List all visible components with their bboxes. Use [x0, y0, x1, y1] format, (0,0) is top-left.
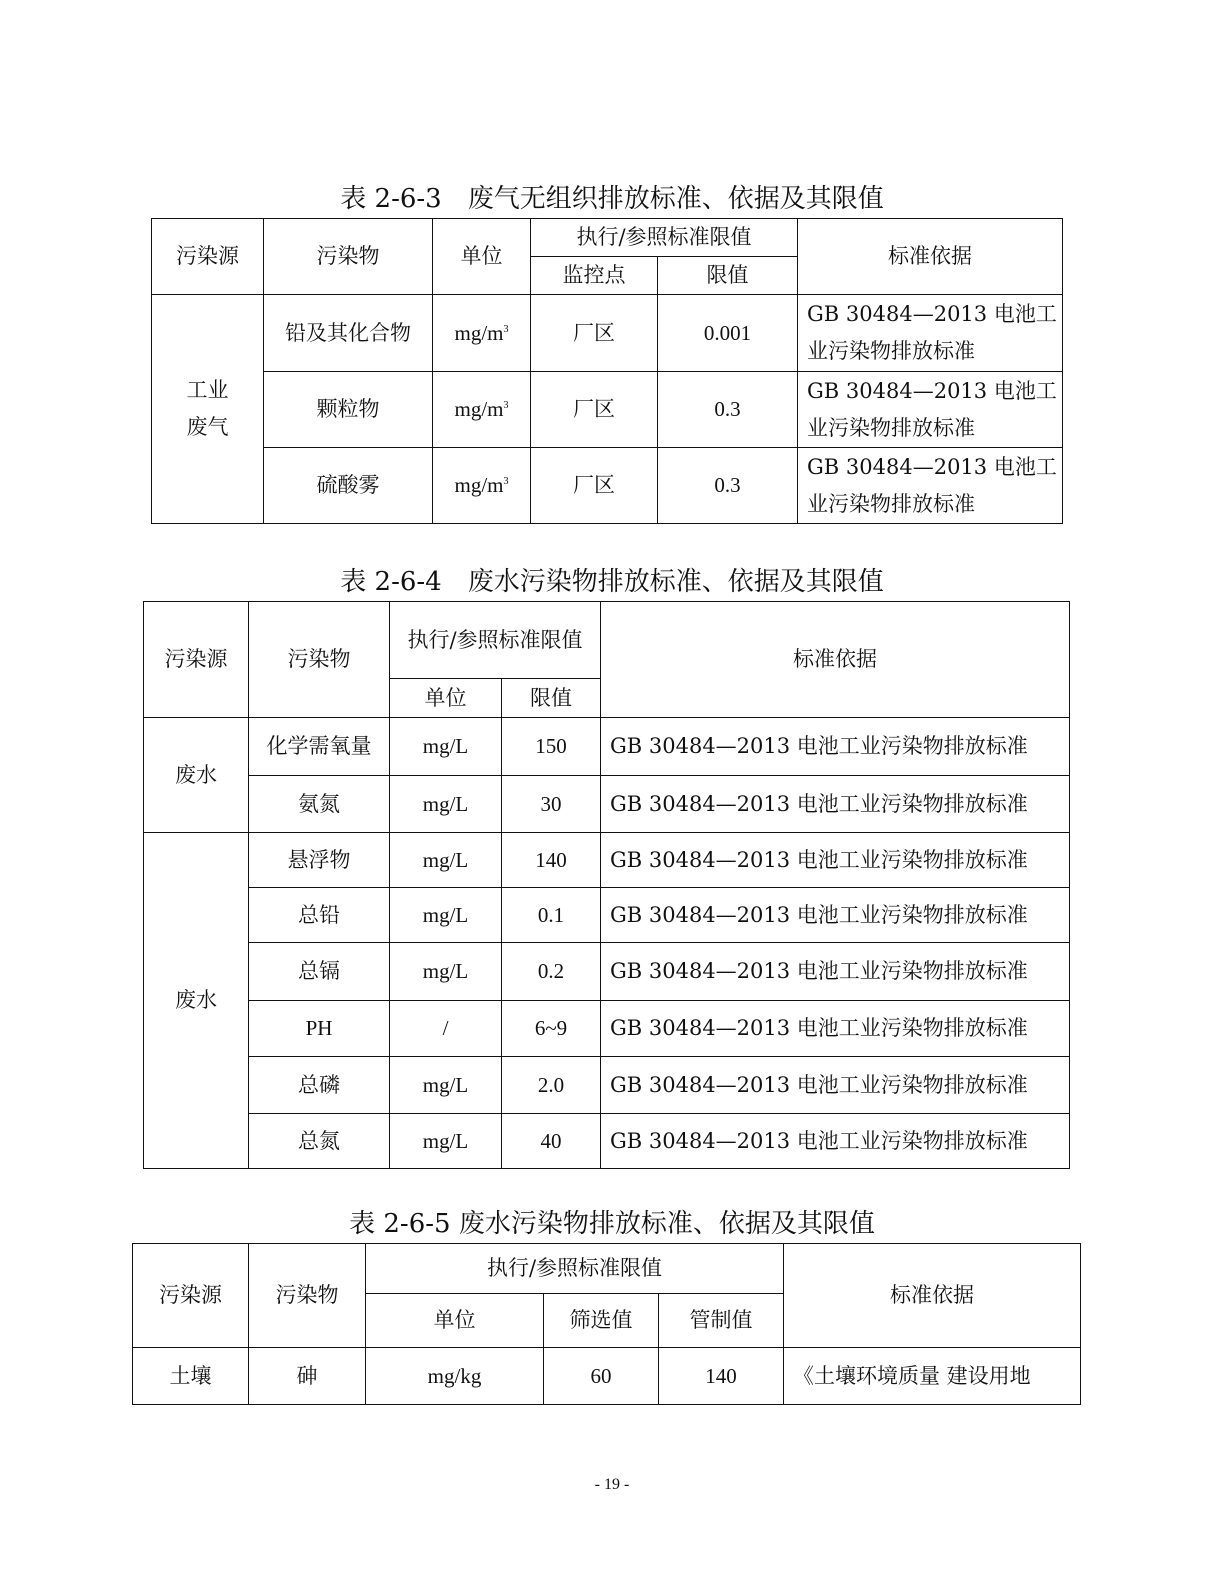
- screening-cell: 60: [544, 1348, 659, 1405]
- header-source: 污染源: [133, 1244, 249, 1348]
- limit-cell: 140: [502, 833, 601, 888]
- table-2-6-4-caption: 表 2-6-4 废水污染物排放标准、依据及其限值: [340, 567, 884, 597]
- basis-cell: GB 30484—2013 电池工业污染物排放标准: [601, 833, 1070, 888]
- limit-cell: 40: [502, 1114, 601, 1169]
- pollutant-cell: 悬浮物: [249, 833, 390, 888]
- unit-cell: [433, 448, 531, 524]
- header-limit-group-text: 执行/参照标准限值: [407, 627, 583, 652]
- basis-cell: GB 30484—2013 电池工业污染物排放标准: [798, 448, 1063, 524]
- basis-cell: GB 30484—2013 电池工业污染物排放标准: [601, 888, 1070, 943]
- unit-cell: [433, 372, 531, 448]
- table-2-6-4: [143, 601, 1070, 1169]
- header-pollutant: 污染物: [249, 602, 390, 718]
- unit-text: mg/m: [454, 473, 504, 497]
- basis-cell: GB 30484—2013 电池工业污染物排放标准: [601, 1114, 1070, 1169]
- basis-cell: 《土壤环境质量 建设用地: [784, 1348, 1081, 1405]
- pollutant-cell: 砷: [249, 1348, 366, 1405]
- header-source: 污染源: [152, 219, 264, 295]
- unit-cell: [433, 295, 531, 372]
- source-cell: 土壤: [133, 1348, 249, 1405]
- basis-cell: GB 30484—2013 电池工业污染物排放标准: [601, 718, 1070, 776]
- page-number: - 19 -: [594, 1476, 630, 1493]
- unit-cell: mg/L: [390, 718, 502, 776]
- unit-text: mg/m: [454, 397, 504, 421]
- pollutant-cell: 化学需氧量: [249, 718, 390, 776]
- table-2-6-5-caption: 表 2-6-5 废水污染物排放标准、依据及其限值: [349, 1209, 875, 1239]
- unit-cell: mg/L: [390, 833, 502, 888]
- header-unit: 单位: [390, 679, 502, 718]
- pollutant-cell: 总铅: [249, 888, 390, 943]
- header-unit: 单位: [366, 1294, 544, 1348]
- basis-cell: GB 30484—2013 电池工业污染物排放标准: [798, 295, 1063, 372]
- pollutant-cell: 铅及其化合物: [264, 295, 433, 372]
- header-source: 污染源: [144, 602, 249, 718]
- source-cell: 废水: [144, 833, 249, 1169]
- header-limit-group: [390, 602, 601, 679]
- basis-cell: GB 30484—2013 电池工业污染物排放标准: [601, 943, 1070, 1001]
- limit-cell: 0.3: [658, 448, 798, 524]
- basis-cell: GB 30484—2013 电池工业污染物排放标准: [798, 372, 1063, 448]
- limit-cell: 0.1: [502, 888, 601, 943]
- basis-cell: GB 30484—2013 电池工业污染物排放标准: [601, 1001, 1070, 1057]
- header-limit: 限值: [502, 679, 601, 718]
- header-monitor-point: 监控点: [531, 257, 658, 295]
- limit-cell: 0.2: [502, 943, 601, 1001]
- unit-sup: 3: [503, 476, 509, 487]
- pollutant-cell: 颗粒物: [264, 372, 433, 448]
- monitor-point-cell: 厂区: [531, 372, 658, 448]
- table-2-6-3-caption: 表 2-6-3 废气无组织排放标准、依据及其限值: [340, 184, 884, 214]
- basis-cell: GB 30484—2013 电池工业污染物排放标准: [601, 1057, 1070, 1114]
- limit-cell: 6~9: [502, 1001, 601, 1057]
- header-limit-group: 执行/参照标准限值: [366, 1244, 784, 1294]
- table-2-6-5: [132, 1243, 1081, 1405]
- header-control: 管制值: [659, 1294, 784, 1348]
- header-limit-group: 执行/参照标准限值: [531, 219, 798, 257]
- header-screening: 筛选值: [544, 1294, 659, 1348]
- unit-cell: mg/L: [390, 1057, 502, 1114]
- source-text: 工业废气: [186, 378, 229, 439]
- limit-cell: 0.3: [658, 372, 798, 448]
- header-basis: 标准依据: [601, 602, 1070, 718]
- unit-cell: mg/L: [390, 1114, 502, 1169]
- header-limit: 限值: [658, 257, 798, 295]
- header-basis: 标准依据: [784, 1244, 1081, 1348]
- unit-text: mg/m: [454, 320, 504, 345]
- pollutant-cell: 总磷: [249, 1057, 390, 1114]
- header-unit: 单位: [433, 219, 531, 295]
- header-pollutant: 污染物: [249, 1244, 366, 1348]
- pollutant-cell: 硫酸雾: [264, 448, 433, 524]
- pollutant-cell: 总氮: [249, 1114, 390, 1169]
- pollutant-cell: PH: [249, 1001, 390, 1057]
- control-cell: 140: [659, 1348, 784, 1405]
- pollutant-cell: 总镉: [249, 943, 390, 1001]
- monitor-point-cell: 厂区: [531, 295, 658, 372]
- unit-cell: mg/L: [390, 943, 502, 1001]
- source-cell: [152, 295, 264, 524]
- pollutant-cell: 氨氮: [249, 776, 390, 833]
- header-basis: 标准依据: [798, 219, 1063, 295]
- basis-cell: GB 30484—2013 电池工业污染物排放标准: [601, 776, 1070, 833]
- limit-cell: 30: [502, 776, 601, 833]
- monitor-point-cell: 厂区: [531, 448, 658, 524]
- limit-cell: 150: [502, 718, 601, 776]
- limit-cell: 2.0: [502, 1057, 601, 1114]
- limit-cell: 0.001: [658, 295, 798, 372]
- unit-cell: mg/L: [390, 776, 502, 833]
- unit-sup: 3: [503, 323, 509, 335]
- unit-sup: 3: [503, 400, 509, 411]
- source-cell: 废水: [144, 718, 249, 833]
- unit-cell: /: [390, 1001, 502, 1057]
- unit-cell: mg/kg: [366, 1348, 544, 1405]
- header-pollutant: 污染物: [264, 219, 433, 295]
- unit-cell: mg/L: [390, 888, 502, 943]
- table-2-6-3: [151, 218, 1063, 524]
